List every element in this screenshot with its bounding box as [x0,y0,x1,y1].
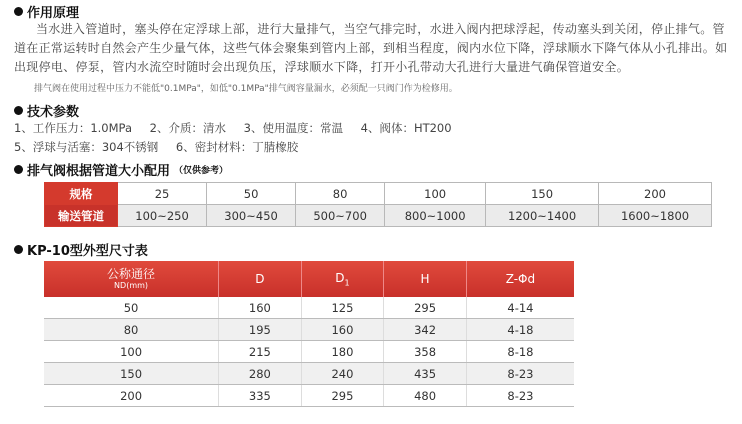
table-cell: 4-18 [466,319,574,341]
row-header: 规格 [45,183,118,205]
table-cell: 100 [385,183,486,205]
nd-label: 公称通径 [107,266,156,281]
table-row [44,341,574,363]
table-row [44,385,574,407]
table-cell: 435 [384,363,467,385]
table-cell: 180 [301,341,384,363]
column-header-z: Z-Φd [466,261,574,297]
column-header-d1 [301,261,384,297]
table-cell: 195 [219,319,302,341]
table-cell: 80 [44,319,219,341]
principle-heading [14,2,79,21]
table-cell: 8-23 [466,385,574,407]
table-row [44,297,574,319]
table-cell: 160 [301,319,384,341]
table-cell: 160 [219,297,302,319]
principle-text: 当水进入管道时，塞头停在定浮球上部，进行大量排气，当空气排完时，水进入阀内把球浮起，传动塞头到关闭，停止排气。管道在正常运转时自然会产生少量气体，这些气体会聚集到管内上部，到相当程度，阀内水位下降，浮球顺水下降气体从小孔排出。如出现停电、停泵，管内水流空时随时会出现负压，浮球顺水下降，打开小孔带动大孔进行大量进气确保管道安全。 [14,22,728,74]
table-cell: 4-14 [466,297,574,319]
table-cell: 280 [219,363,302,385]
params-line-2 [14,138,312,157]
table-row [45,183,712,205]
table-cell: 100~250 [118,205,207,227]
d1-subscript: 1 [344,278,350,288]
pipe-match-table [44,182,712,227]
table-row [44,319,574,341]
principle-note: 排气阀在使用过程中压力不能低"0.1MPa"，如低"0.1MPa"排气阀容量漏水，必须配一只阀门作为检修用。 [34,84,458,94]
table-cell: 295 [384,297,467,319]
table-cell: 358 [384,341,467,363]
params-title: 技术参数 [27,105,80,120]
match-heading [14,160,228,179]
bullet-icon [14,7,23,16]
dimension-table [44,261,574,407]
column-header-h: H [384,261,467,297]
table-row [45,205,712,227]
table-cell: 50 [44,297,219,319]
table-cell: 300~450 [207,205,296,227]
table-header-row [44,261,574,297]
table-cell: 1200~1400 [486,205,599,227]
param-item: 4、阀体：HT200 [360,121,452,135]
column-header-d: D [219,261,302,297]
param-item: 3、使用温度：常温 [243,121,343,135]
table-cell: 200 [599,183,712,205]
table-cell: 215 [219,341,302,363]
table-cell: 800~1000 [385,205,486,227]
table-cell: 150 [486,183,599,205]
table-row [44,363,574,385]
table-cell: 342 [384,319,467,341]
table-cell: 25 [118,183,207,205]
table-cell: 125 [301,297,384,319]
table-cell: 8-23 [466,363,574,385]
dims-title: KP-10型外型尺寸表 [27,244,148,259]
param-item: 5、浮球与活塞：304不锈钢 [14,140,159,154]
table-cell: 480 [384,385,467,407]
table-cell: 100 [44,341,219,363]
param-item: 2、介质：清水 [149,121,226,135]
bullet-icon [14,165,23,174]
params-line-1 [14,119,466,138]
column-header-nd [44,261,219,297]
params-heading [14,101,79,120]
match-subtitle: （仅供参考） [174,166,229,176]
param-item: 1、工作压力：1.0MPa [14,121,132,135]
dims-heading [14,240,148,259]
match-title: 排气阀根据管道大小配用 [27,164,171,179]
nd-unit: ND(mm) [114,280,149,290]
bullet-icon [14,106,23,115]
table-cell: 80 [296,183,385,205]
table-cell: 150 [44,363,219,385]
table-cell: 8-18 [466,341,574,363]
row-header: 输送管道 [45,205,118,227]
table-cell: 295 [301,385,384,407]
param-item: 6、密封材料：丁腈橡胶 [175,140,299,154]
table-cell: 335 [219,385,302,407]
bullet-icon [14,245,23,254]
table-cell: 500~700 [296,205,385,227]
d1-label: D [335,270,345,285]
table-cell: 240 [301,363,384,385]
table-cell: 50 [207,183,296,205]
table-cell: 200 [44,385,219,407]
table-cell: 1600~1800 [599,205,712,227]
principle-title: 作用原理 [27,6,80,21]
